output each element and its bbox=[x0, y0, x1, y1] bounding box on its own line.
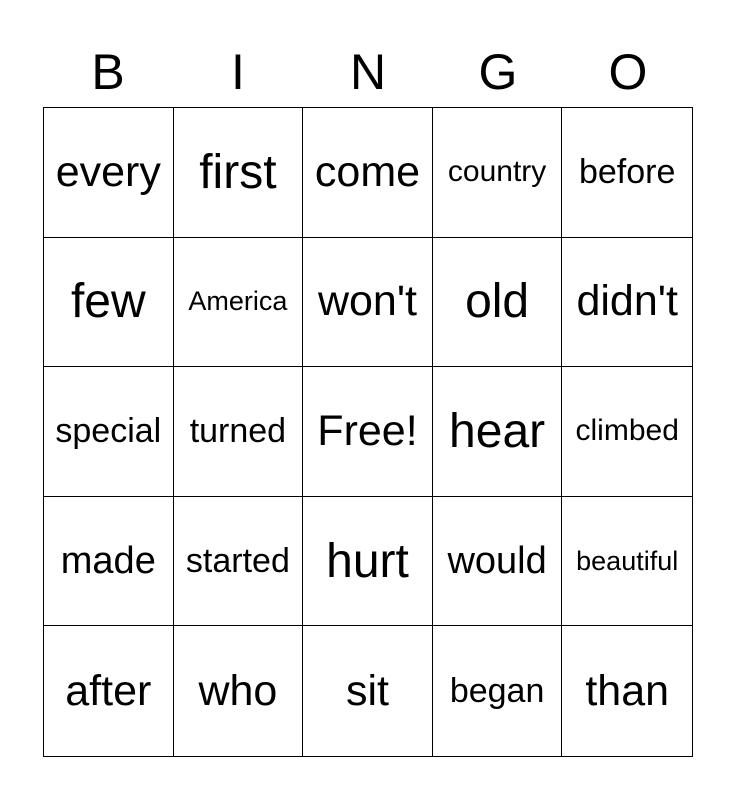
header-letter-o: O bbox=[608, 44, 648, 100]
bingo-cell[interactable]: would bbox=[433, 497, 563, 627]
bingo-cell[interactable]: special bbox=[44, 367, 174, 497]
bingo-cell[interactable]: first bbox=[174, 108, 304, 238]
bingo-cell[interactable]: America bbox=[174, 238, 304, 368]
bingo-cell[interactable]: after bbox=[44, 626, 174, 756]
bingo-cell[interactable]: before bbox=[562, 108, 692, 238]
bingo-board bbox=[43, 107, 693, 757]
header-letter-i: I bbox=[231, 44, 245, 100]
bingo-cell[interactable]: every bbox=[44, 108, 174, 238]
header-letter-n: N bbox=[349, 44, 387, 100]
bingo-cell[interactable]: climbed bbox=[562, 367, 692, 497]
bingo-cell[interactable]: made bbox=[44, 497, 174, 627]
bingo-cell[interactable]: few bbox=[44, 238, 174, 368]
bingo-cell[interactable]: hear bbox=[433, 367, 563, 497]
bingo-cell[interactable]: started bbox=[174, 497, 304, 627]
bingo-cell[interactable]: hurt bbox=[303, 497, 433, 627]
bingo-cell[interactable]: turned bbox=[174, 367, 304, 497]
bingo-cell[interactable]: who bbox=[174, 626, 304, 756]
bingo-cell[interactable]: won't bbox=[303, 238, 433, 368]
bingo-cell[interactable]: come bbox=[303, 108, 433, 238]
bingo-cell[interactable]: old bbox=[433, 238, 563, 368]
bingo-cell[interactable]: sit bbox=[303, 626, 433, 756]
bingo-cell[interactable]: didn't bbox=[562, 238, 692, 368]
header-letter-g: G bbox=[478, 44, 518, 100]
bingo-cell[interactable]: than bbox=[585, 666, 670, 715]
header-letter-b: B bbox=[91, 44, 125, 100]
bingo-cell free-space[interactable]: Free! bbox=[303, 367, 433, 497]
bingo-header bbox=[43, 40, 693, 104]
bingo-cell[interactable]: country bbox=[433, 108, 563, 238]
bingo-cell[interactable]: beautiful bbox=[562, 497, 692, 627]
bingo-cell[interactable]: began bbox=[433, 626, 563, 756]
